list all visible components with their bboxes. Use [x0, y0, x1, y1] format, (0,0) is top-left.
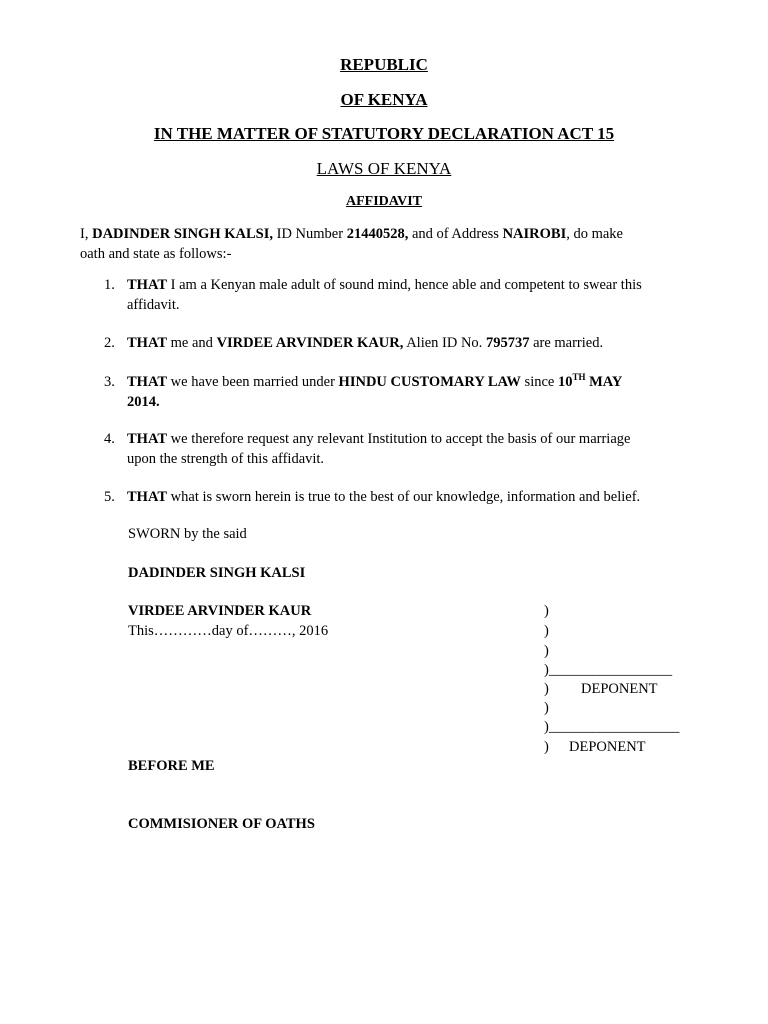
item-text: since	[520, 374, 558, 390]
paren: )	[544, 681, 549, 697]
commissioner-of-oaths: COMMISIONER OF OATHS	[128, 816, 315, 832]
paren: )	[544, 603, 549, 619]
item-text: Alien ID No.	[403, 335, 486, 351]
day-suffix: TH	[572, 372, 586, 382]
deponent-name: DADINDER SINGH KALSI,	[92, 226, 273, 242]
item-number: 1.	[104, 277, 115, 293]
paren: )	[544, 739, 549, 755]
item-that: THAT	[127, 335, 168, 351]
signature-line-1: )_________________	[544, 662, 673, 678]
paren: )	[544, 700, 549, 716]
item-text: I am a Kenyan male adult of sound mind, hence able and competent to swear this	[167, 277, 642, 293]
item-that: THAT	[127, 431, 168, 447]
deponent-label-1: DEPONENT	[581, 681, 658, 697]
title-statutory-declaration: IN THE MATTER OF STATUTORY DECLARATION ACT 15	[153, 124, 615, 143]
item-text-line-2: upon the strength of this affidavit.	[127, 451, 325, 467]
item-text: we therefore request any relevant Institution to accept the basis of our marriage	[167, 431, 631, 447]
item-text: we have been married under	[167, 374, 339, 390]
item-text: are married.	[529, 335, 604, 351]
signature-line-2: )__________________	[544, 719, 680, 735]
sworn-name-2: VIRDEE ARVINDER KAUR	[128, 603, 312, 619]
intro-text-2: ID Number	[272, 226, 347, 242]
deponent-address: NAIROBI	[502, 226, 567, 242]
intro-text-3: and of Address	[408, 226, 503, 242]
item-number: 2.	[104, 335, 115, 351]
deponent-id: 21440528,	[346, 226, 409, 242]
sworn-date-line: This…………day of………, 2016	[128, 623, 329, 639]
item-text: what is sworn herein is true to the best of our knowledge, information and belief.	[167, 489, 641, 505]
item-that: THAT	[127, 374, 168, 390]
intro-line-2: oath and state as follows:-	[80, 246, 232, 262]
item-that: THAT	[127, 489, 168, 505]
item-text-line-2: affidavit.	[127, 297, 180, 313]
intro-text-1: I,	[80, 226, 93, 242]
intro-paragraph	[80, 224, 680, 264]
title-of-kenya: OF KENYA	[340, 90, 428, 109]
item-number: 3.	[104, 374, 115, 390]
item-that: THAT	[127, 277, 168, 293]
title-affidavit: AFFIDAVIT	[346, 194, 422, 209]
title-republic: REPUBLIC	[340, 55, 428, 74]
spouse-id: 795737	[485, 335, 530, 351]
marriage-year: 2014.	[127, 394, 160, 410]
spouse-name: VIRDEE ARVINDER KAUR,	[216, 335, 404, 351]
before-me: BEFORE ME	[128, 758, 215, 774]
intro-text-4: , do make	[566, 226, 623, 242]
item-text: me and	[167, 335, 217, 351]
item-number: 5.	[104, 489, 115, 505]
marriage-month: MAY	[585, 374, 623, 390]
paren: )	[544, 643, 549, 659]
deponent-label-2: DEPONENT	[569, 739, 646, 755]
marriage-day: 10	[557, 374, 573, 390]
sworn-name-1: DADINDER SINGH KALSI	[128, 565, 306, 581]
item-number: 4.	[104, 431, 115, 447]
title-laws-of-kenya: LAWS OF KENYA	[316, 159, 452, 178]
paren: )	[544, 623, 549, 639]
sworn-label: SWORN by the said	[128, 526, 247, 542]
customary-law: HINDU CUSTOMARY LAW	[338, 374, 521, 390]
